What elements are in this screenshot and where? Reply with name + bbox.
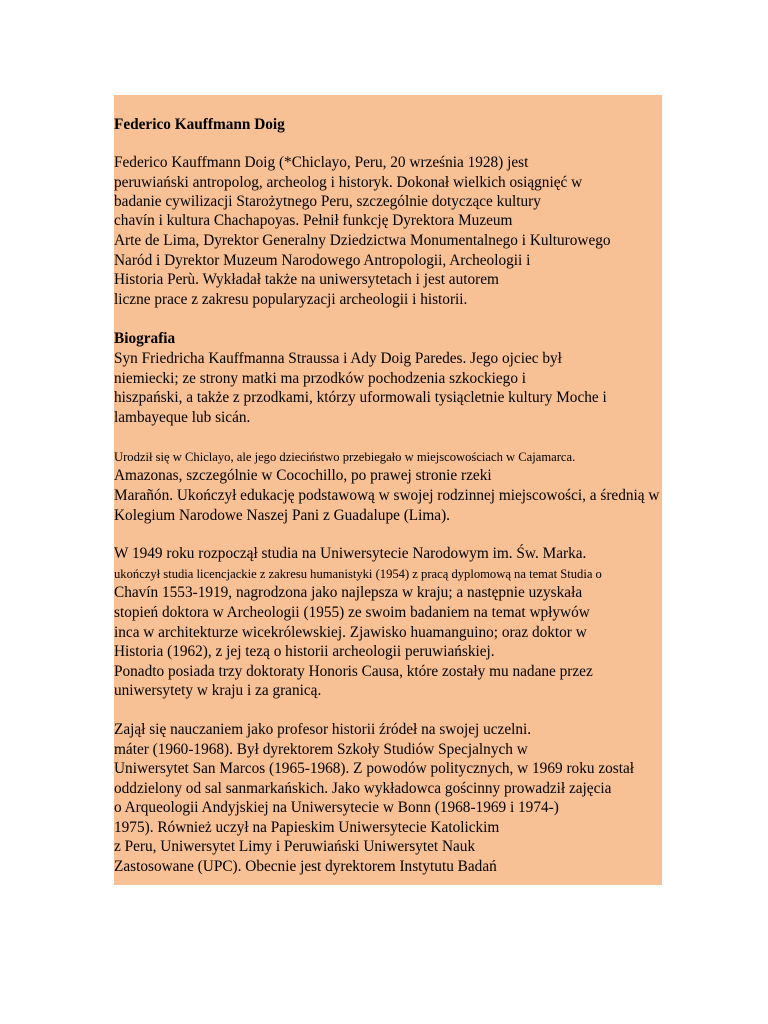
bio-line: niemiecki; ze strony matki ma przodków pochodzenia szkockiego i bbox=[114, 370, 527, 387]
intro-line: chavín i kultura Chachapoyas. Pełnił funkcję Dyrektora Muzeum bbox=[114, 212, 513, 229]
biography-heading: Biografia bbox=[114, 330, 176, 347]
bio-line: Syn Friedricha Kauffmanna Straussa i Ady Doig Paredes. Jego ojciec był bbox=[114, 350, 562, 367]
bio-line: z Peru, Uniwersytet Limy i Peruwiański Uniwersytet Nauk bbox=[114, 838, 476, 855]
document-title: Federico Kauffmann Doig bbox=[114, 116, 285, 133]
bio-line: inca w architekturze wicekrólewskiej. Zjawisko huamanguino; oraz doktor w bbox=[114, 624, 587, 641]
bio-line: Uniwersytet San Marcos (1965-1968). Z powodów politycznych, w 1969 roku został bbox=[114, 760, 634, 777]
bio-line: máter (1960-1968). Był dyrektorem Szkoły Studiów Specjalnych w bbox=[114, 741, 528, 758]
bio-line: Chavín 1553-1919, nagrodzona jako najlepsza w kraju; a następnie uzyskała bbox=[114, 584, 583, 601]
intro-line: Naród i Dyrektor Muzeum Narodowego Antropologii, Archeologii i bbox=[114, 252, 531, 269]
bio-line: 1975). Również uczył na Papieskim Uniwersytecie Katolickim bbox=[114, 819, 500, 836]
intro-line: badanie cywilizacji Starożytnego Peru, szczególnie dotyczące kultury bbox=[114, 193, 541, 210]
intro-line: peruwiański antropolog, archeolog i historyk. Dokonał wielkich osiągnięć w bbox=[114, 174, 583, 191]
bio-line: lambayeque lub sicán. bbox=[114, 409, 251, 426]
bio-line: oddzielony od sal sanmarkańskich. Jako wykładowca gościnny prowadził zajęcia bbox=[114, 780, 612, 797]
bio-line: Zastosowane (UPC). Obecnie jest dyrektorem Instytutu Badań bbox=[114, 858, 497, 875]
bio-line: uniwersytety w kraju i za granicą. bbox=[114, 682, 322, 699]
bio-line: stopień doktora w Archeologii (1955) ze swoim badaniem na temat wpływów bbox=[114, 604, 590, 621]
bio-line: o Arqueologii Andyjskiej na Uniwersytecie w Bonn (1968-1969 i 1974-) bbox=[114, 799, 559, 816]
bio-line: W 1949 roku rozpoczął studia na Uniwersytecie Narodowym im. Św. Marka. bbox=[114, 545, 587, 562]
bio-line: ukończył studia licencjackie z zakresu humanistyki (1954) z pracą dyplomową na temat Studia o bbox=[114, 567, 602, 581]
bio-line: Ponadto posiada trzy doktoraty Honoris Causa, które zostały mu nadane przez bbox=[114, 663, 593, 680]
bio-line: Historia (1962), z jej tezą o historii archeologii peruwiańskiej. bbox=[114, 643, 495, 660]
bio-line: Marañón. Ukończył edukację podstawową w swojej rodzinnej miejscowości, a średnią w bbox=[114, 487, 660, 504]
bio-line: Zajął się nauczaniem jako profesor historii źródeł na swojej uczelni. bbox=[114, 721, 532, 738]
intro-line: liczne prace z zakresu popularyzacji archeologii i historii. bbox=[114, 291, 468, 308]
bio-line: Kolegium Narodowe Naszej Pani z Guadalupe (Lima). bbox=[114, 507, 450, 524]
intro-line: Arte de Lima, Dyrektor Generalny Dziedzictwa Monumentalnego i Kulturowego bbox=[114, 232, 611, 249]
bio-line: hiszpański, a także z przodkami, którzy uformowali tysiącletnie kultury Moche i bbox=[114, 389, 607, 406]
bio-line: Amazonas, szczególnie w Cocochillo, po prawej stronie rzeki bbox=[114, 467, 492, 484]
intro-line: Historia Perù. Wykładał także na uniwersytetach i jest autorem bbox=[114, 271, 499, 288]
intro-line: Federico Kauffmann Doig (*Chiclayo, Peru, 20 września 1928) jest bbox=[114, 154, 529, 171]
bio-line: Urodził się w Chiclayo, ale jego dzieciństwo przebiegało w miejscowościach w Cajamarca. bbox=[114, 450, 576, 464]
